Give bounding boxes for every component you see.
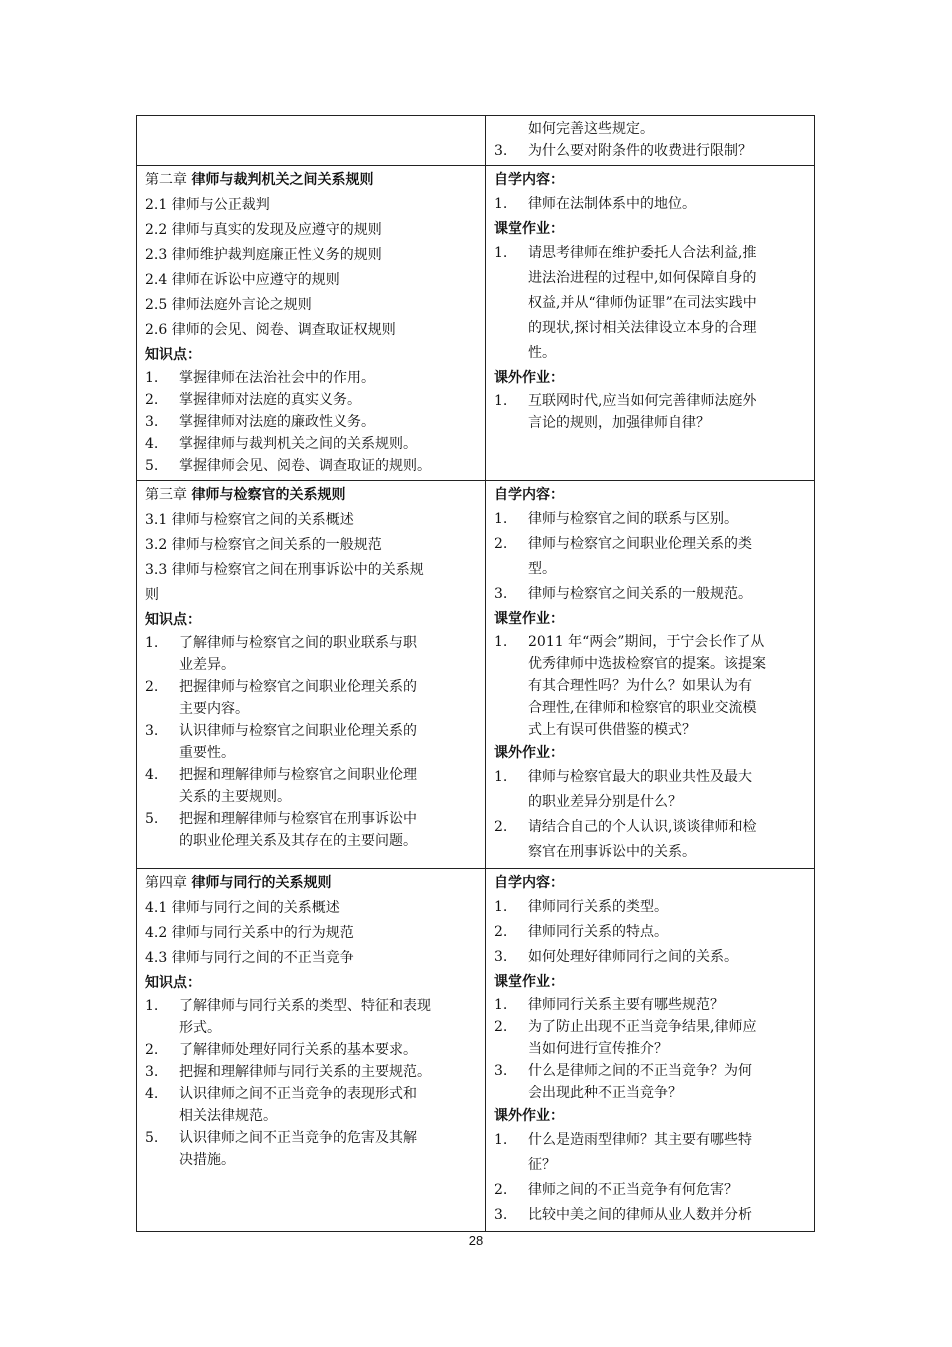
list-item: 3. 律师与检察官之间关系的一般规范。 — [494, 586, 752, 602]
list-item: 4. 认识律师之间不正当竞争的表现形式和 相关法律规范。 — [145, 1086, 417, 1124]
section-line: 2.5 律师法庭外言论之规则 — [145, 297, 312, 313]
classwork-label: 课堂作业： — [494, 221, 564, 237]
list-item: 2. 把握律师与检察官之间职业伦理关系的 主要内容。 — [145, 679, 417, 717]
list-item: 3. 认识律师与检察官之间职业伦理关系的 重要性。 — [145, 723, 417, 761]
section-line: 2.6 律师的会见、阅卷、调查取证权规则 — [145, 322, 396, 338]
list-item: 2. 律师同行关系的特点。 — [494, 924, 668, 940]
section-line: 2.3 律师维护裁判庭廉正性义务的规则 — [145, 247, 382, 263]
right-cell — [486, 869, 815, 1232]
right-cell — [486, 116, 815, 166]
section-line: 3.2 律师与检察官之间关系的一般规范 — [145, 537, 382, 553]
list-item: 2. 掌握律师对法庭的真实义务。 — [145, 392, 361, 408]
table-row — [137, 166, 815, 481]
section-line: 2.4 律师在诉讼中应遵守的规则 — [145, 272, 340, 288]
chapter-heading: 第二章 律师与裁判机关之间关系规则 — [145, 172, 374, 188]
list-item: 5. 把握和理解律师与检察官在刑事诉讼中 的职业伦理关系及其存在的主要问题。 — [145, 811, 417, 849]
list-item: 1. 律师与检察官之间的联系与区别。 — [494, 511, 738, 527]
list-item-continuation: 如何完善这些规定。 — [528, 121, 654, 137]
left-cell — [137, 116, 486, 166]
classwork-label: 课堂作业： — [494, 974, 564, 990]
list-item: 1. 律师在法制体系中的地位。 — [494, 196, 696, 212]
knowledge-points-label: 知识点： — [145, 347, 201, 363]
section-line: 4.3 律师与同行之间的不正当竞争 — [145, 950, 354, 966]
list-item: 5. 掌握律师会见、阅卷、调查取证的规则。 — [145, 458, 431, 474]
list-item: 1. 什么是造雨型律师？其主要有哪些特 征？ — [494, 1132, 752, 1173]
list-item: 4. 把握和理解律师与检察官之间职业伦理 关系的主要规则。 — [145, 767, 417, 805]
section-line: 2.1 律师与公正裁判 — [145, 197, 270, 213]
classwork-label: 课堂作业： — [494, 611, 564, 627]
right-cell — [486, 166, 815, 481]
section-line: 则 — [145, 587, 159, 603]
list-item: 1. 律师同行关系主要有哪些规范？ — [494, 997, 724, 1013]
section-line: 3.3 律师与检察官之间在刑事诉讼中的关系规 — [145, 562, 424, 578]
list-item: 1. 律师同行关系的类型。 — [494, 899, 668, 915]
section-line: 4.1 律师与同行之间的关系概述 — [145, 900, 340, 916]
knowledge-points-label: 知识点： — [145, 975, 201, 991]
self-study-label: 自学内容： — [494, 875, 564, 891]
list-item: 5. 认识律师之间不正当竞争的危害及其解 决措施。 — [145, 1130, 417, 1168]
knowledge-points-label: 知识点： — [145, 612, 201, 628]
chapter-heading: 第三章 律师与检察官的关系规则 — [145, 487, 346, 503]
syllabus-table — [136, 115, 815, 1232]
table-row — [137, 116, 815, 166]
self-study-label: 自学内容： — [494, 172, 564, 188]
homework-label: 课外作业： — [494, 1108, 564, 1124]
page-number: 28 — [468, 1233, 484, 1248]
homework-label: 课外作业： — [494, 745, 564, 761]
table-row — [137, 869, 815, 1232]
section-line: 2.2 律师与真实的发现及应遵守的规则 — [145, 222, 382, 238]
section-line: 3.1 律师与检察官之间的关系概述 — [145, 512, 354, 528]
section-line: 4.2 律师与同行关系中的行为规范 — [145, 925, 354, 941]
list-item: 1. 了解律师与同行关系的类型、特征和表现 形式。 — [145, 998, 431, 1036]
left-cell — [137, 166, 486, 481]
list-item: 1. 互联网时代,应当如何完善律师法庭外 言论的规则，加强律师自律？ — [494, 393, 757, 431]
self-study-label: 自学内容： — [494, 487, 564, 503]
list-item: 1. 2011 年“两会”期间，于宁会长作了从 优秀律师中选拔检察官的提案。该提案 有其合理性吗？为什么？如果认为有 合理性,在律师和检察官的职业交流模 式上有误可供借鉴的模式？ — [494, 634, 766, 738]
list-item: 3. 什么是律师之间的不正当竞争？为何 会出现此种不正当竞争？ — [494, 1063, 752, 1101]
list-item: 3. 为什么要对附条件的收费进行限制？ — [494, 143, 752, 159]
homework-label: 课外作业： — [494, 370, 564, 386]
list-item: 2. 请结合自己的个人认识,谈谈律师和检 察官在刑事诉讼中的关系。 — [494, 819, 757, 860]
list-item: 2. 律师与检察官之间职业伦理关系的类 型。 — [494, 536, 752, 577]
list-item: 3. 把握和理解律师与同行关系的主要规范。 — [145, 1064, 431, 1080]
list-item: 3. 如何处理好律师同行之间的关系。 — [494, 949, 738, 965]
list-item: 1. 掌握律师在法治社会中的作用。 — [145, 370, 375, 386]
list-item: 1. 律师与检察官最大的职业共性及最大 的职业差异分别是什么？ — [494, 769, 752, 810]
list-item: 3. 比较中美之间的律师从业人数并分析 — [494, 1207, 752, 1223]
list-item: 2. 为了防止出现不正当竞争结果,律师应 当如何进行宣传推介？ — [494, 1019, 757, 1057]
left-cell — [137, 481, 486, 869]
list-item: 3. 掌握律师对法庭的廉政性义务。 — [145, 414, 375, 430]
right-cell — [486, 481, 815, 869]
list-item: 2. 了解律师处理好同行关系的基本要求。 — [145, 1042, 417, 1058]
left-cell — [137, 869, 486, 1232]
list-item: 2. 律师之间的不正当竞争有何危害？ — [494, 1182, 738, 1198]
list-item: 1. 了解律师与检察官之间的职业联系与职 业差异。 — [145, 635, 417, 673]
list-item: 1. 请思考律师在维护委托人合法利益,推 进法治进程的过程中,如何保障自身的 权益,并从“律师伪证罪”在司法实践中 的现状,探讨相关法律设立本身的合理 性。 — [494, 245, 757, 361]
table-row — [137, 481, 815, 869]
list-item: 4. 掌握律师与裁判机关之间的关系规则。 — [145, 436, 417, 452]
chapter-heading: 第四章 律师与同行的关系规则 — [145, 875, 332, 891]
